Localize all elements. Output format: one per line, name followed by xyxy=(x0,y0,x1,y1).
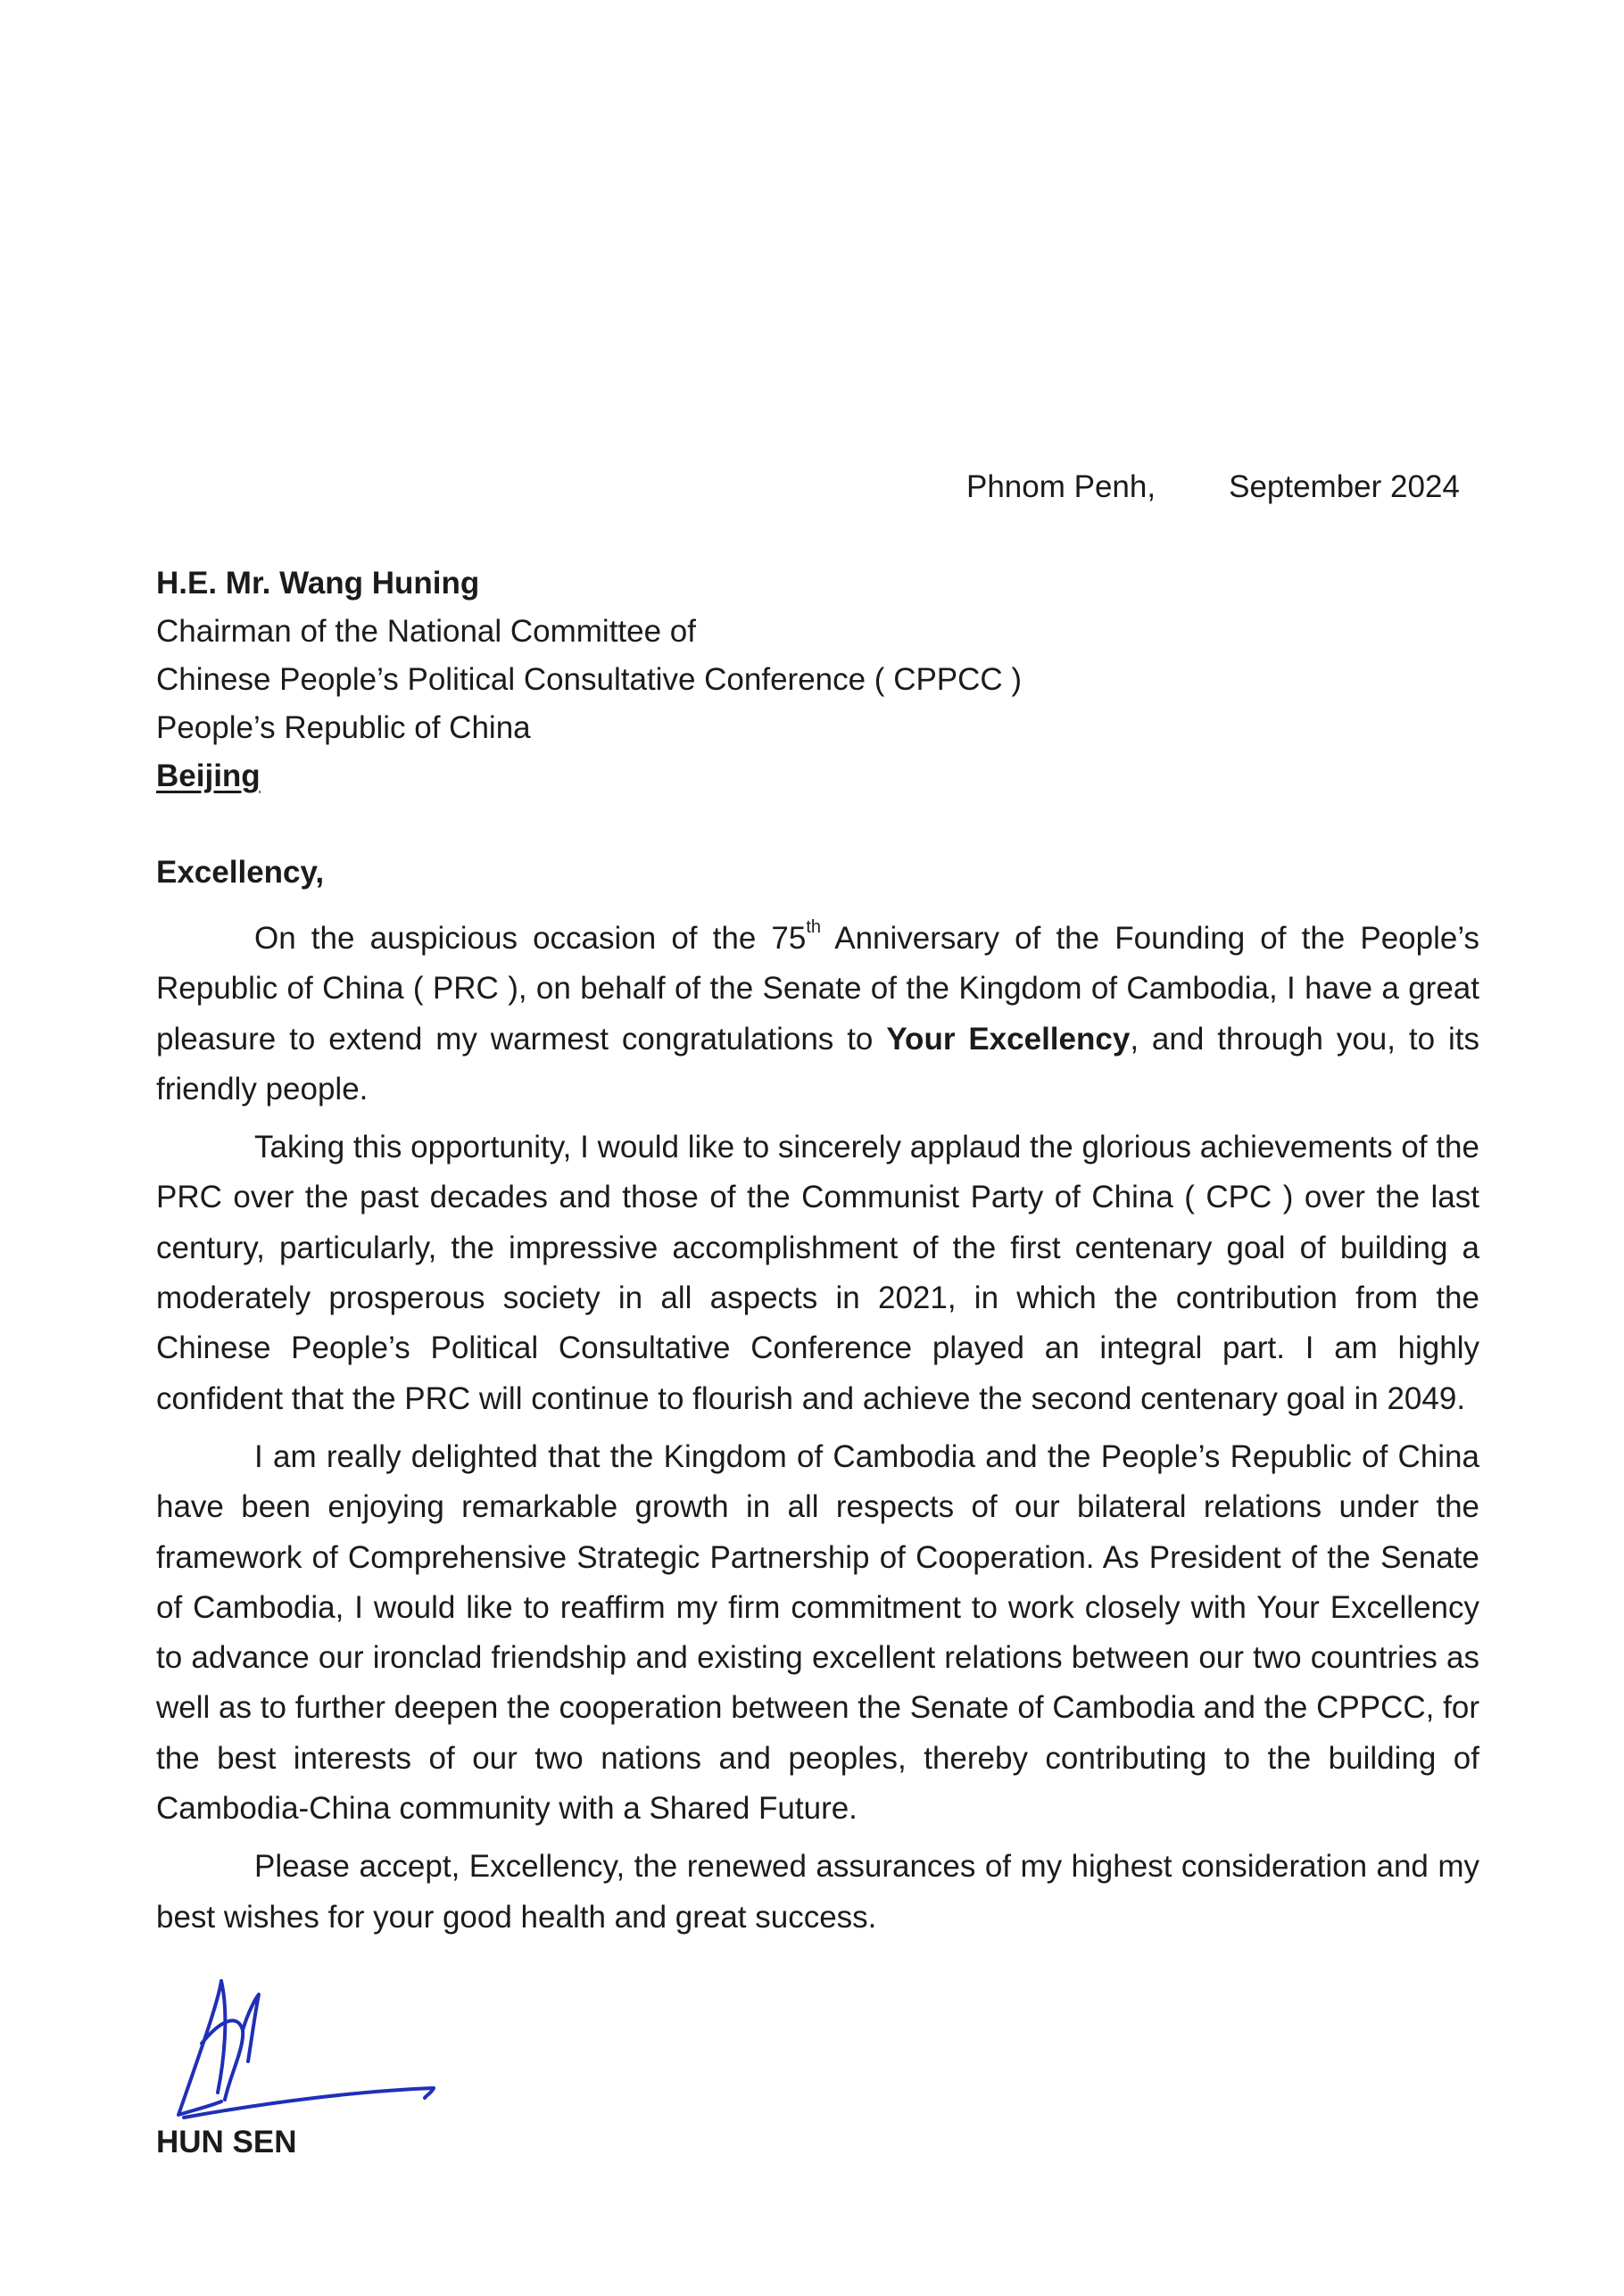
recipient-country: People’s Republic of China xyxy=(156,710,531,745)
recipient-city: Beijing xyxy=(156,758,261,793)
letter-body xyxy=(156,914,1479,1951)
paragraph-4: Please accept, Excellency, the renewed assurances of my highest consideration and my best wishes for your good health and great success. xyxy=(156,1849,1479,1935)
paragraph-2: Taking this opportunity, I would like to sincerely applaud the glorious achievements of the PRC over the past decades and those of the Communist Party of China ( CPC ) over the last century, particularly, the impressive accomplishment of the first centenary goal of building a moderately prosperous society in all aspects in 2021, in which the contribution from the Chinese People’s Political Consultative Conference played an integral part. I am highly confident that the PRC will continue to flourish and achieve the second centenary goal in 2049. xyxy=(156,1130,1479,1416)
paragraph-1-text-b: Anniversary of the Founding of the People’s Republic of China ( PRC ), on behalf of the Senate of the Kingdom of Cambodia, I have a great pleasure to extend my warmest congratulations to xyxy=(156,921,1479,1057)
paragraph-3: I am really delighted that the Kingdom of Cambodia and the People’s Republic of China have been enjoying remarkable growth in all respects of our bilateral relations under the framework of Comprehensive Strategic Partnership of Cooperation. As President of the Senate of Cambodia, I would like to reaffirm my firm commitment to work closely with Your Excellency to advance our ironclad friendship and existing excellent relations between our two countries as well as to further deepen the cooperation between the Senate of Cambodia and the CPPCC, for the best interests of our two nations and peoples, thereby contributing to the building of Cambodia-China community with a Shared Future. xyxy=(156,1438,1479,1827)
paragraph-1-bold: Your Excellency xyxy=(886,1021,1131,1057)
salutation: Excellency, xyxy=(156,855,325,890)
handwritten-signature xyxy=(166,1959,452,2119)
recipient-address xyxy=(156,559,1477,800)
paragraph-1-text-c: , and through you, to its friendly people. xyxy=(156,1021,1479,1107)
ordinal-superscript: th xyxy=(806,917,822,937)
signer-name: HUN SEN xyxy=(156,2125,297,2159)
paragraph-1-text-a: On the auspicious occasion of the 75 xyxy=(254,921,807,956)
place: Phnom Penh, xyxy=(966,469,1156,504)
recipient-position: Chairman of the National Committee of xyxy=(156,614,696,649)
paragraph-1 xyxy=(156,914,1479,1115)
date: September 2024 xyxy=(1229,469,1460,504)
recipient-organization: Chinese People’s Political Consultative Conference ( CPPCC ) xyxy=(156,662,1023,697)
recipient-title: H.E. Mr. Wang Huning xyxy=(156,566,480,601)
date-line xyxy=(966,464,1484,510)
